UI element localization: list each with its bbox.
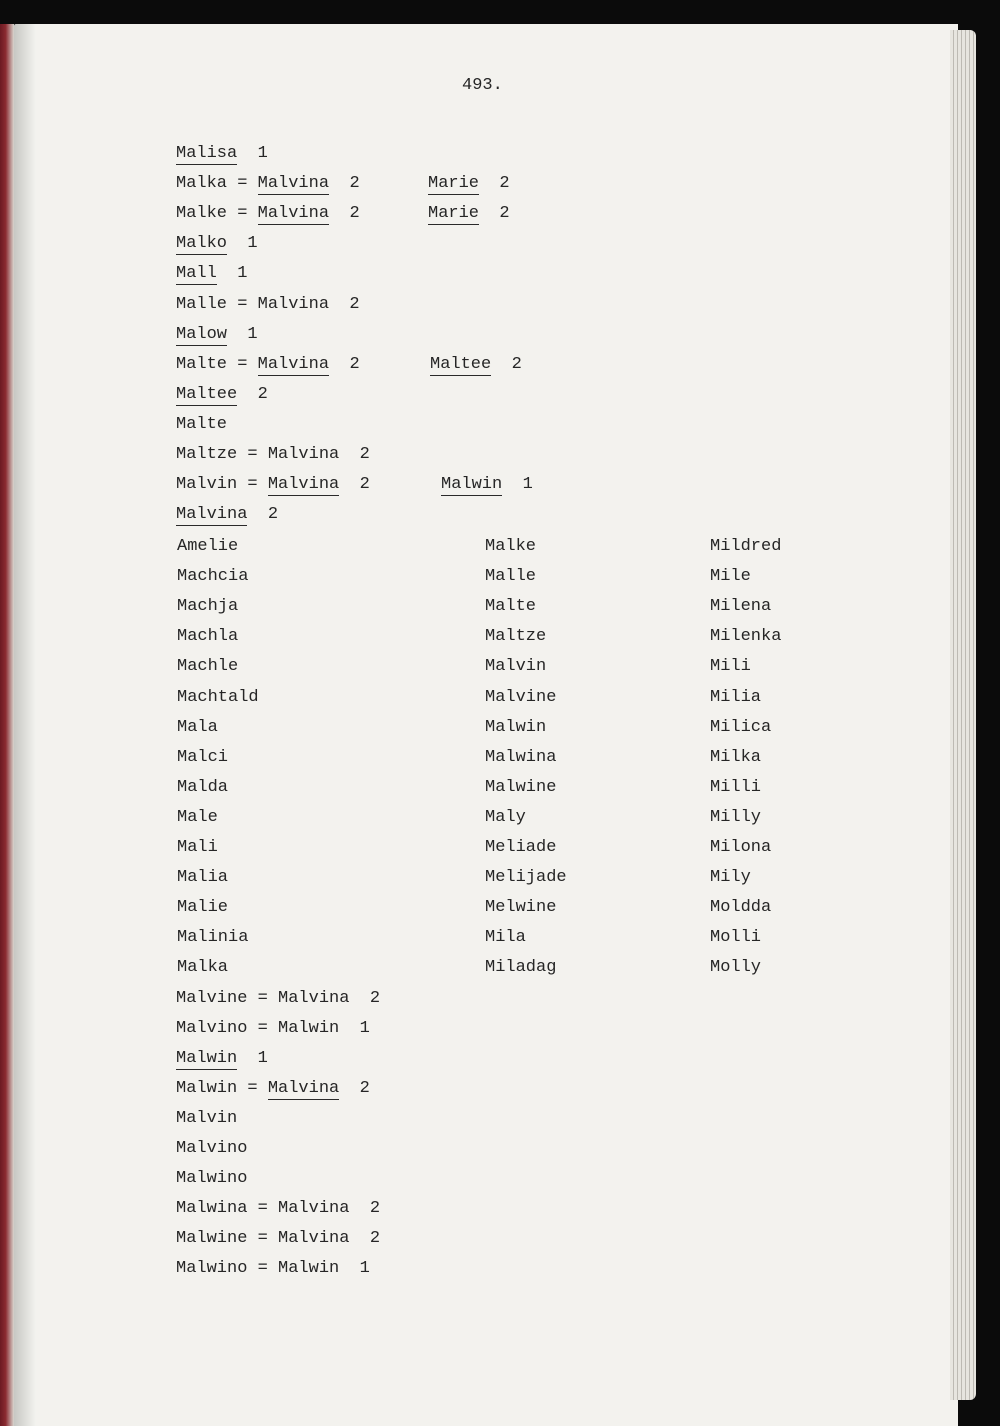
entry-text: 1 — [227, 234, 258, 254]
variant-name: Milly — [710, 807, 762, 827]
variant-name: Milona — [710, 838, 772, 857]
index-entry — [176, 204, 360, 224]
entry-text: Malwine = Malvina 2 — [176, 1229, 381, 1249]
page-number: 493. — [462, 76, 503, 95]
index-entry — [176, 1019, 370, 1039]
index-entry — [176, 385, 268, 405]
variant-name: Melijade — [485, 868, 567, 888]
underlined-name: Malvina — [176, 505, 248, 525]
variant-name: Malci — [177, 747, 229, 767]
index-entry — [176, 1049, 268, 1069]
index-entry — [176, 1259, 370, 1279]
index-entry — [176, 264, 247, 284]
underlined-name: Malwin — [176, 1048, 238, 1068]
index-entry — [176, 415, 227, 435]
index-entry — [176, 174, 360, 194]
variant-name: Moldda — [710, 898, 772, 918]
variant-name: Malte — [485, 597, 537, 617]
variant-name: Mile — [710, 567, 751, 587]
underlined-name: Malvina — [267, 1078, 340, 1098]
entry-text: Malvin — [176, 1108, 238, 1128]
index-entry — [176, 1169, 247, 1189]
variant-name: Malinia — [177, 928, 249, 948]
underlined-name: Malvina — [257, 354, 330, 374]
underlined-name: Marie — [428, 204, 480, 224]
index-entry-crossref — [430, 355, 522, 375]
underlined-name: Marie — [428, 174, 480, 194]
entry-text: Malle = Malvina 2 — [176, 294, 360, 314]
variant-name: Miladag — [485, 958, 557, 978]
entry-text: Malvino — [176, 1139, 248, 1158]
variant-name: Milica — [710, 717, 772, 737]
variant-name: Machcia — [177, 567, 249, 587]
variant-name: Mily — [710, 868, 751, 888]
entry-text: Malwina = Malvina 2 — [176, 1199, 381, 1219]
entry-text: 2 — [479, 174, 510, 194]
underlined-name: Malvina — [257, 174, 330, 194]
variant-name: Milena — [710, 597, 772, 617]
entry-text: Malvino = Malwin 1 — [176, 1018, 370, 1038]
entry-text: Malwino = Malwin 1 — [176, 1259, 370, 1279]
variant-name: Molli — [710, 928, 762, 948]
entry-text: 2 — [339, 475, 370, 495]
variant-name: Maly — [485, 807, 526, 827]
entry-text: 1 — [227, 324, 258, 344]
variant-name: Maltze — [485, 627, 547, 647]
variant-name: Mali — [177, 838, 218, 857]
variant-name: Mili — [710, 657, 751, 677]
variant-name: Mila — [485, 928, 526, 948]
variant-name: Mala — [177, 717, 218, 737]
underlined-name: Maltee — [176, 384, 238, 404]
index-entry-crossref — [428, 204, 510, 224]
variant-name: Machtald — [177, 687, 259, 707]
underlined-name: Maltee — [430, 354, 492, 374]
page-stack-edge — [950, 30, 976, 1400]
index-entry — [176, 445, 370, 465]
entry-text: 2 — [491, 354, 522, 374]
underlined-name: Malisa — [176, 144, 238, 163]
variant-name: Malke — [485, 537, 537, 556]
entry-text: 2 — [339, 1078, 370, 1098]
entry-text: Malwino — [176, 1169, 248, 1189]
variant-name: Machle — [177, 657, 239, 677]
variant-name: Male — [177, 807, 218, 827]
index-entry — [176, 1079, 370, 1099]
index-entry — [176, 234, 258, 254]
index-entry — [176, 1139, 247, 1159]
index-entry — [176, 1109, 237, 1129]
variant-name: Machla — [177, 627, 239, 647]
index-entry — [176, 355, 360, 375]
variant-name: Malia — [177, 868, 229, 888]
index-entry — [176, 295, 360, 315]
index-entry — [176, 144, 268, 164]
gutter-shadow — [14, 24, 36, 1426]
variant-name: Machja — [177, 597, 239, 617]
entry-text: Malwin = — [176, 1078, 268, 1098]
variant-name: Malvine — [485, 687, 557, 707]
variant-name: Malie — [177, 898, 229, 918]
variant-name: Malle — [485, 567, 537, 587]
entry-text: 2 — [479, 204, 510, 224]
variant-name: Malda — [177, 777, 229, 797]
variant-name: Malwine — [485, 777, 557, 797]
entry-text: Malvine = Malvina 2 — [176, 988, 381, 1008]
book-spine — [0, 24, 14, 1426]
entry-text: 2 — [237, 384, 268, 404]
entry-text: Malte = — [176, 354, 258, 374]
variant-name: Malka — [177, 958, 229, 978]
variant-name: Melwine — [485, 898, 557, 918]
entry-text: 2 — [329, 204, 360, 224]
entry-text: Malte — [176, 414, 228, 434]
variant-name: Amelie — [177, 537, 239, 556]
entry-text: Malke = — [176, 204, 258, 224]
index-entry-crossref — [441, 475, 533, 495]
entry-text: 2 — [329, 354, 360, 374]
entry-text: 1 — [237, 144, 268, 163]
variant-name: Malwin — [485, 717, 547, 737]
variant-name: Malvin — [485, 657, 547, 677]
entry-text: 2 — [247, 505, 279, 525]
index-entry — [176, 989, 380, 1009]
variant-name: Milia — [710, 687, 762, 707]
underlined-name: Malwin — [441, 475, 503, 495]
entry-text: Maltze = Malvina 2 — [176, 445, 370, 464]
entry-text: Malvin = — [176, 475, 268, 495]
variant-name: Molly — [710, 958, 762, 978]
entry-text: 1 — [216, 264, 248, 284]
underlined-name: Malko — [176, 234, 228, 254]
index-entry — [176, 1199, 380, 1219]
entry-text: Malka = — [176, 174, 258, 194]
index-entry — [176, 475, 370, 495]
variant-name: Milli — [710, 777, 762, 797]
variant-name: Malwina — [485, 747, 557, 767]
variant-name: Mildred — [710, 537, 782, 556]
variant-name: Milka — [710, 747, 762, 767]
index-entry — [176, 505, 278, 525]
underlined-name: Malow — [176, 324, 228, 344]
entry-text: 1 — [237, 1048, 268, 1068]
entry-text: 2 — [329, 174, 360, 194]
index-entry — [176, 325, 258, 345]
index-entry-crossref — [428, 174, 510, 194]
index-entry — [176, 1229, 380, 1249]
variant-name: Meliade — [485, 838, 557, 857]
underlined-name: Malvina — [267, 475, 340, 495]
variant-name: Milenka — [710, 627, 782, 647]
underlined-name: Mall — [176, 264, 217, 284]
underlined-name: Malvina — [257, 204, 330, 224]
entry-text: 1 — [502, 475, 533, 495]
